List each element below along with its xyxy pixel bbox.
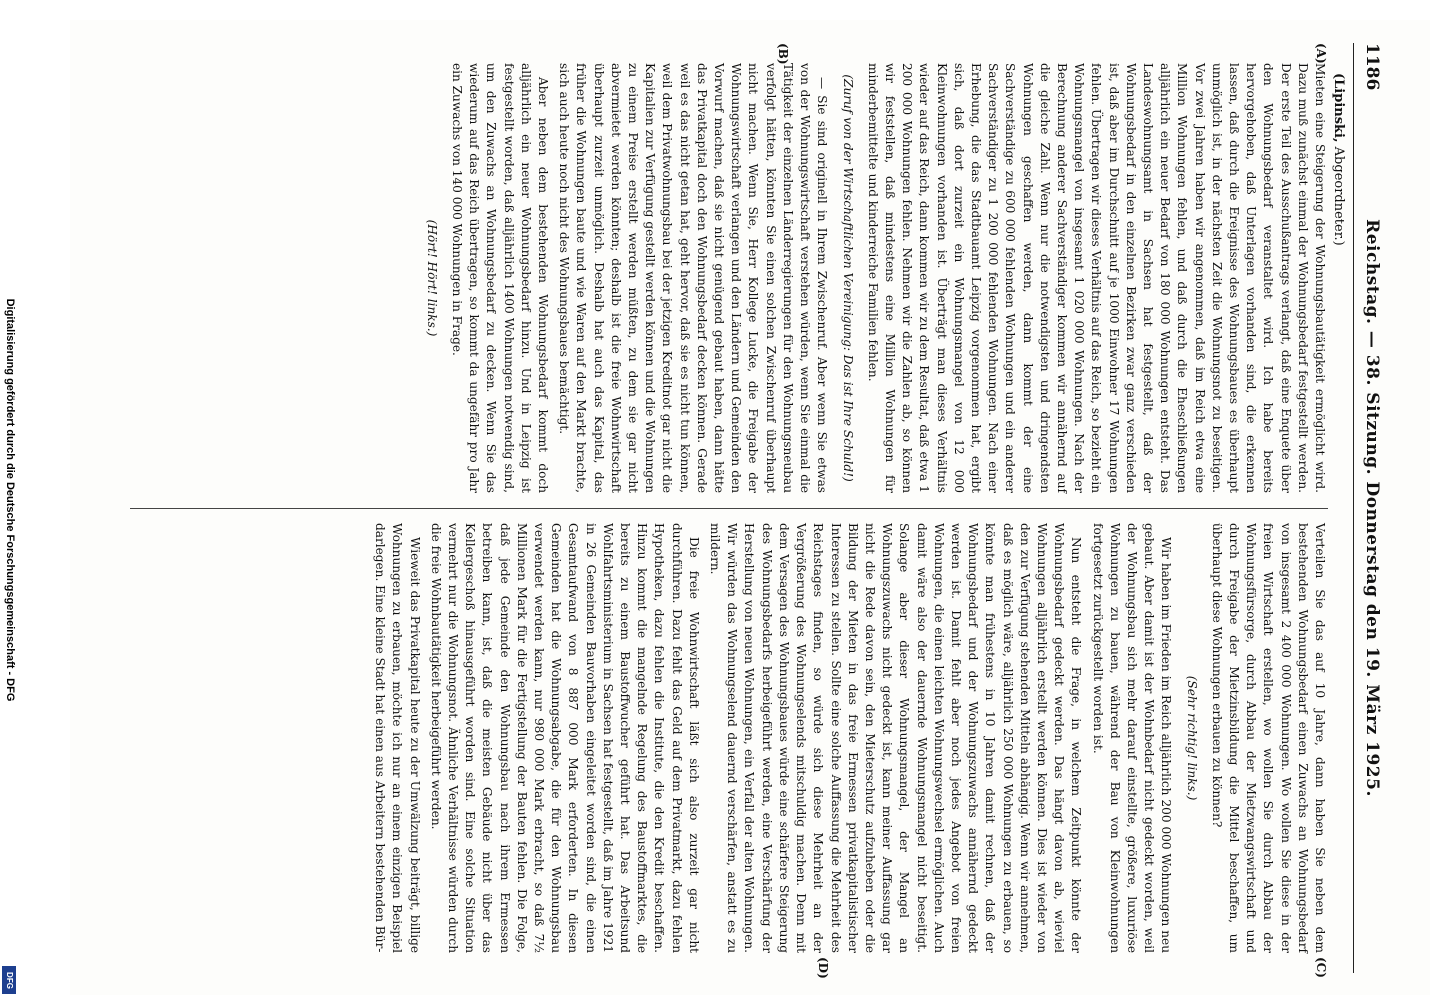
digitization-credit-sidebar (2, 0, 18, 1000)
paragraph: Wir haben im Frieden im Reich alljährlich 200 000 Wohnungen neu gebaut. Aber damit ist der Wohnbedarf nicht gedeckt worden, weil der Wohnungsbau sich mehr darauf einstellte, größere, luxuriöse Wohnungen zu bauen, während der Bau von Kleinwohnungen fortgesetzt zurückgestellt worden ist. (1090, 522, 1174, 953)
right-column (116, 523, 1328, 953)
page-number: 1186 (1362, 42, 1382, 90)
dfg-logo: DFG (2, 966, 16, 994)
speaker-role: Abgeordneter.) (1331, 146, 1346, 246)
left-column (116, 63, 1328, 493)
paragraph: Wieweit das Privatkapital heute zu der Umwälzung beiträgt, billige Wohnungen zu erbauen, möchte ich nur an einem einzigen Beispiel darlegen. Eine kleine Stadt hat einen aus Arbeitern bestehenden Bür- (373, 522, 422, 953)
margin-mark-c: (C) (1314, 956, 1328, 978)
paragraph: Aber neben dem bestehenden Wohnungsbedarf kommt doch alljährlich ein neuer Wohnungsbedarf hinzu. Und in Leipzig ist festgestellt worden, daß alljährlich 1400 Wohnungen notwendig sind, um den Zuwachs an Wohnungsbedarf zu decken. Wenn Sie das wiederum auf das Reich übertragen, so kommt da ungefähr pro Jahr ein Zuwachs von 140 000 Wohnungen in Frage. (450, 62, 551, 493)
digitization-credit: Digitalisierung gefördert durch die Deutsche Forschungsgemeinschaft - DFG (4, 298, 16, 702)
interjection: (Sehr richtig! links.) (1184, 675, 1199, 800)
paragraph: Nun entsteht die Frage, in welchem Zeitpunkt könnte der Wohnungsbedarf gedeckt werden. Das hängt davon ab, wieviel Wohnungen alljährlich erstellt werden können. Dies ist wieder von den zur Verfügung stehenden Mitteln abhängig. Wenn wir annehmen, daß es möglich wäre, alljährlich 250 000 Wohnungen zu erbauen, so könnte man frühestens in 10 Jahren damit rechnen, daß der Wohnungsbedarf und der Wohnungszuwachs annähernd gedeckt werden ist. Damit fehlt aber noch jedes Angebot von freien Wohnungen, die einen leichten Wohnungswechsel ermöglichen. Auch damit wäre also der dauernde Wohnungsmangel nicht beseitigt. Solange aber dieser Wohnungsmangel, der Mangel an Wohnungszuwachs nicht gedeckt ist, kann meiner Auffassung gar nicht die Rede davon sein, den Mieterschutz aufzuheben oder die Bildung der Mieten in das freie Ermessen privatkapitalistischer Interessen zu stellen. Sollte eine solche Auffassung die Mehrheit des Reichstages finden, so würde sich diese Mehrheit an der Vergrößerung des Wohnungselends mitschuldig machen. Denn mit dem Versagen des Wohnungsbaues würde eine schärfere Steigerung des Wohnungsbedarfs herbeigeführt werden, eine Verschärfung der Herstellung von neuen Wohnungen, ein Verfall der alten Wohnungen. Wir würden das Wohnungselend dauernd verschärfen, anstatt es zu mildern. (708, 522, 1084, 953)
paragraph: Mieten eine Steigerung der Wohnungsbautätigkeit ermöglicht wird. Dazu muß zunächst einmal der Wohnungsbedarf festgestellt werden. Der erste Teil des Ausschußantrags verlangt, daß eine Enquete über den Wohnungsbedarf veranstaltet wird. Ich habe bereits hervorgehoben, daß Unterlagen vorhanden sind, die erkennen lassen, daß durch die Ereignisse des Wohnungsbaues es überhaupt unmöglich ist, in der nächsten Zeit die Wohnungsnot zu beseitigen. Vor zwei Jahren haben wir angenommen, daß im Reich etwa eine Million Wohnungen fehlen, und daß durch die Eheschließungen alljährlich ein neuer Bedarf von 180 000 Wohnungen entsteht. Das Landeswohnungsamt in Sachsen hat festgestellt, daß der Wohnungsbedarf in den einzelnen Bezirken zwar ganz verschieden ist, daß aber im Durchschnitt auf je 1000 Einwohner 17 Wohnungen fehlen. Übertragen wir dieses Verhältnis auf das Reich, so bezieht ein Wohnungsmangel von insgesamt 1 020 000 Wohnungen. Nach der Berechnung anderer Sachverständiger kommen wir annähernd auf die gleiche Zahl. Wenn nur die notwendigsten und dringendsten Wohnungen geschaffen werden, dann kommt der eine Sachverständige zu 600 000 fehlenden Wohnungen und ein anderer Sachverständiger zu 1 200 000 fehlenden Wohnungen. Nach einer Erhebung, die das Stadtbauamt Leipzig vorgenommen hat, ergibt sich, daß dort zurzeit ein Wohnungsmangel von 12 000 Kleinwohnungen vorhanden ist. Überträgt man dieses Verhältnis wieder auf das Reich, dann kommen wir zu dem Resultat, daß etwa 1 200 000 Wohnungen fehlen. Nehmen wir die Zahlen ab, so können wir feststellen, daß mindestens eine Million Wohnungen für minderbemittelte und kinderreiche Familien fehlen. (865, 62, 1327, 493)
speaker-name: (Lipinski, (1331, 72, 1346, 143)
interjection: (Zuruf von der Wirtschaftlichen Vereinigung: Das ist Ihre Schuld!) (840, 73, 855, 482)
page-title: Reichstag. — 38. Sitzung. Donnerstag den 19. März 1925. (1362, 218, 1382, 797)
paragraph: — Sie sind originell in Ihrem Zwischenruf. Aber wenn Sie etwas von der Wohnungswirtschaft verstehen würden, wenn Sie einmal die Tätigkeit der einzelnen Länderregierungen für den Wohnungsneubau verfolgt hätten, könnten Sie einen solchen Zwischenruf überhaupt nicht machen. Wenn Sie, Herr Kollege Lucke, die Freigabe der Wohnungswirtschaft verlangen und den Ländern und Gemeinden den Vorwurf machen, daß sie nicht genügend gebaut haben, dann hätte das Privatkapital doch den Wohnungsbedarf decken können. Gerade weil es das nicht getan hat, geht hervor, daß sie es nicht tun können, weil dem Privatwohnungsbau bei der jetzigen Kreditnot gar nicht die Kapitalien zur Verfügung gestellt werden können und die Wohnungen zu einem Preise erstellt werden müßten, zu dem sie gar nicht abvermietet werden könnten; deshalb ist die freie Wohnwirtschaft überhaupt zurzeit unmöglich. Deshalb hat auch das Kapital, das früher die Wohnungen baute und wie Waren auf den Markt brachte, sich auch heute noch nicht des Wohnungsbaues bemächtigt. (557, 62, 830, 493)
margin-mark-a: (A) (1314, 42, 1328, 64)
column-divider (130, 508, 1328, 509)
interjection: (Hört! Hört! links.) (424, 219, 439, 336)
scanned-page (70, 20, 1430, 995)
margin-mark-b: (B) (776, 42, 790, 64)
page-content (110, 42, 1390, 979)
speaker-line (1331, 73, 1346, 246)
paragraph: Die freie Wohnwirtschaft läßt sich also zurzeit gar nicht durchführen. Dazu fehlt das Geld auf dem Privatmarkt, dazu fehlen Hypotheken, dazu fehlen die Institute, die den Kredit beschaffen. Hinzu kommt die mangelnde Regelung des Baustoffmarktes, die bereits zu einem Baustoffwucher geführt hat. Das Arbeitsund Wohlfahrtsministerium in Sachsen hat festgestellt, daß im Jahre 1921 in 26 Gemeinden Bauvorhaben eingeleitet worden sind, die einen Gesamtaufwand von 8 887 000 Mark erforderten. In diesen Gemeinden hat die Wohnungsabgabe, die für den Wohnungsbau verwendet werden kann, nur 980 000 Mark erbracht, so daß 7½ Millionen Mark für die Fertigstellung der Bauten fehlen. Die Folge, daß jede Gemeinde den Wohnungsbau nach ihrem Ermessen betreiben kann, ist, daß die meisten Gebäude nicht über das Kellergeschoß hinausgeführt worden sind. Eine solche Situation vermehrt nur die Wohnungsnot. Ähnliche Verhältnisse würden durch die freie Wohnbautätigkeit herbeigeführt werden. (428, 522, 701, 953)
paragraph: Verteilen Sie das auf 10 Jahre, dann haben Sie neben dem bestehenden Wohnungsbedarf einen Zuwachs an Wohnungsbedarf von insgesamt 2 400 000 Wohnungen. Wo wollen Sie diese in der freien Wirtschaft erstellen, wo wollen Sie durch Abbau der Wohnungsfürsorge, durch Abbau der Mietzwangswirtschaft und durch Freigabe der Mietzinsbildung die Mittel beschaffen, um überhaupt diese Wohnungen erbauen zu können? (1209, 522, 1327, 953)
page-header (1353, 43, 1390, 973)
margin-mark-d: (D) (816, 956, 830, 979)
